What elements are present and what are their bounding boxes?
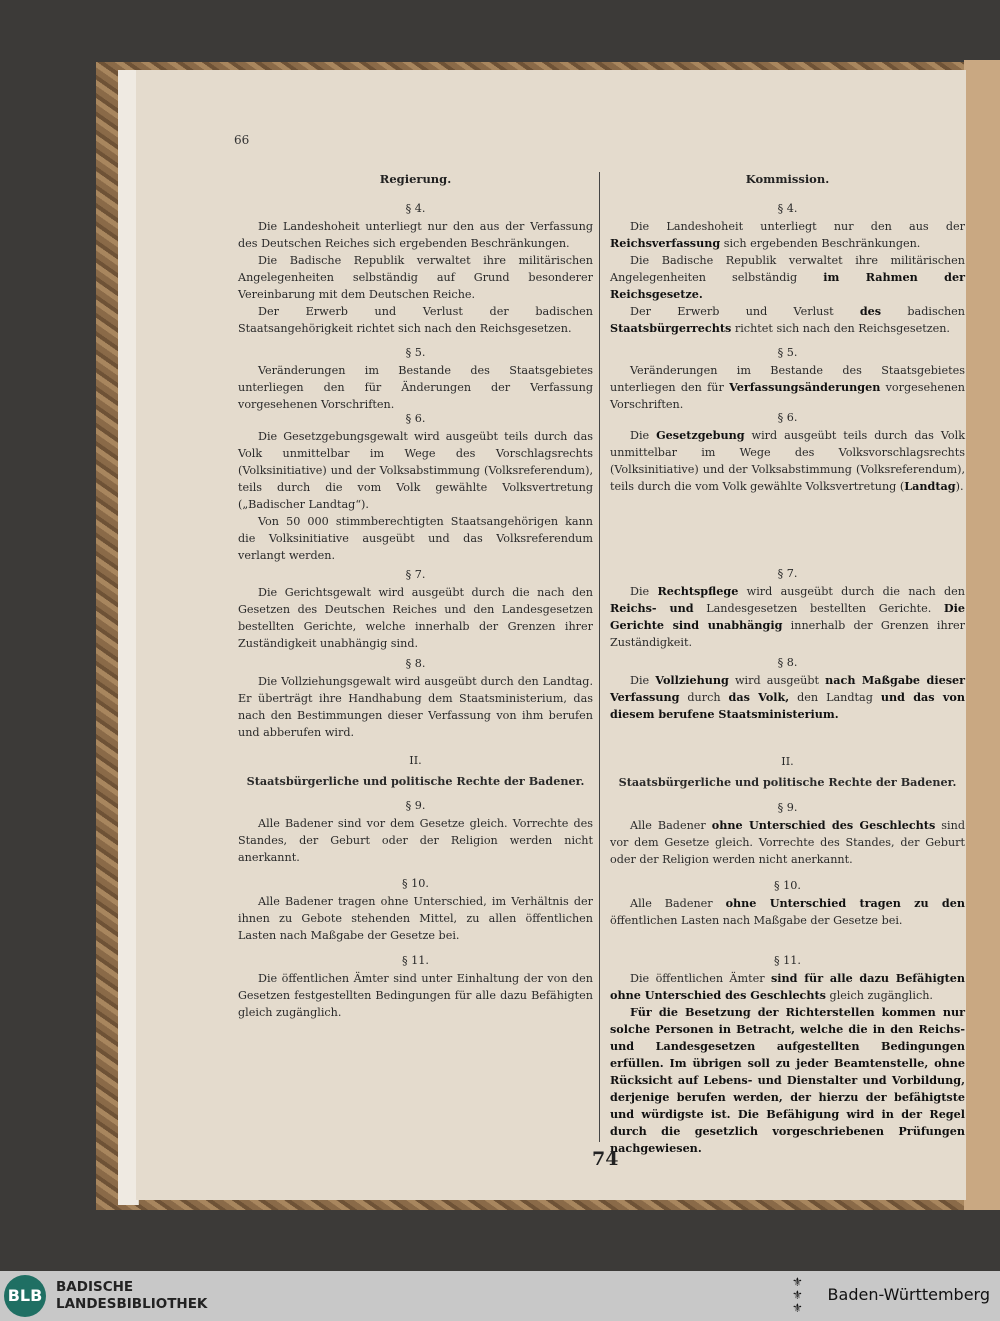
paragraph [610, 427, 965, 495]
text: Die [630, 429, 657, 442]
section [610, 877, 965, 929]
section [610, 753, 965, 792]
section [238, 875, 593, 944]
column-divider [599, 172, 600, 1142]
text: Die Badische Republik verwaltet ihre militärischen Angelegenheiten selbständig [610, 254, 965, 284]
text: Die Badische Republik verwaltet ihre militärischen Angelegenheiten selbständig auf Grund besonderer Vereinbarung mit dem Deutschen Reiche. [238, 254, 593, 301]
text: Die öffentlichen Ämter sind unter Einhaltung der von den Gesetzen festgestellten Bedingungen für alle dazu Befähigten gleich zugänglich. [238, 972, 593, 1019]
paragraph [238, 893, 593, 944]
section [610, 799, 965, 868]
text: Alle Badener [630, 819, 712, 832]
section-heading: § 11. [774, 954, 801, 967]
section [610, 344, 965, 413]
text: den Landtag [789, 691, 881, 704]
section-heading: II. [409, 754, 422, 767]
section-heading: § 4. [405, 202, 426, 215]
emphasized-text: Für die Besetzung der Richterstellen kommen nur solche Personen in Betracht, welche die in den Reichs- und Landesgesetzen aufgestellten Bedingungen erfüllen. Im übrigen soll zu jeder Beamtenstelle, ohne Rücksicht auf Lebens- und Dienstalter und Vorbildung, derjenige berufen werden, der hierzu der befähigtste und würdigste ist. Die Befähigung wird in der Regel durch die gesetzlich vorgeschriebenen Prüfungen nachgewiesen. [610, 1005, 965, 1155]
section-heading: § 5. [777, 346, 798, 359]
footer-bar [0, 1271, 1000, 1321]
emphasized-text: des [859, 304, 882, 318]
text: Die Gesetzgebungsgewalt wird ausgeübt teils durch das Volk unmittelbar im Wege des Vorschlagsrechts (Volksinitiative) und der Volksabstimmung (Volksreferendum), teils durch die vom Volk gewählte Volksvertretung („Badischer Landtag“). [238, 430, 593, 511]
section-heading: II. [781, 755, 794, 768]
paragraph [238, 218, 593, 252]
library-name[interactable] [56, 1279, 207, 1313]
text: Veränderungen im Bestande des Staatsgebietes unterliegen den für Änderungen der Verfassung vorgesehenen Vorschriften. [238, 364, 593, 411]
text: gleich zugänglich. [825, 989, 933, 1002]
text: wird ausgeübt [728, 674, 826, 687]
section-heading: § 6. [405, 412, 426, 425]
text: öffentlichen Lasten nach Maßgabe der Gesetze bei. [610, 914, 903, 927]
emphasized-text: Reichsverfassung [610, 236, 721, 250]
text: Die Landeshoheit unterliegt nur den aus der Verfassung des Deutschen Reiches sich ergebenden Beschränkungen. [238, 220, 593, 250]
text: Alle Badener sind vor dem Gesetze gleich. Vorrechte des Standes, der Geburt oder der Religion werden nicht anerkannt. [238, 817, 593, 864]
text: sich ergebenden Beschränkungen. [720, 237, 921, 250]
coat-of-arms-lions-icon: ⚜ ⚜ ⚜ [792, 1275, 803, 1315]
text: vorgesehenen Vorschriften. [610, 381, 965, 411]
section [610, 409, 965, 495]
section [610, 654, 965, 723]
text: Von 50 000 stimmberechtigten Staatsangehörigen kann die Volksinitiative ausgeübt und das Volksreferendum verlangt werden. [238, 515, 593, 562]
emphasized-text: ohne Unterschied tragen zu den [725, 896, 965, 910]
emphasized-text: Die Gerichte sind unabhängig [610, 601, 965, 632]
paragraph [238, 362, 593, 413]
right-column-title: Kommission. [745, 172, 830, 186]
text: durch [679, 691, 729, 704]
section-heading: § 6. [777, 411, 798, 424]
paragraph [610, 303, 965, 337]
section [610, 952, 965, 1157]
paragraph [610, 1004, 965, 1157]
section [238, 797, 593, 866]
paragraph [610, 970, 965, 1004]
text: sind vor dem Gesetze gleich. Vorrechte des Standes, der Geburt oder der Religion werden nicht anerkannt. [610, 819, 965, 866]
section-heading: § 7. [405, 568, 426, 581]
section-heading: § 4. [777, 202, 798, 215]
section [238, 752, 593, 791]
text: Die Gerichtsgewalt wird ausgeübt durch die nach den Gesetzen des Deutschen Reiches und den Landesgesetzen bestellten Gerichte, welche innerhalb der Grenzen ihrer Zuständigkeit unabhängig sind. [238, 586, 593, 650]
paragraph [238, 513, 593, 564]
paragraph [238, 303, 593, 337]
emphasized-text: Verfassungsänderungen [729, 380, 881, 394]
baden-wuerttemberg-label[interactable]: Baden-Württemberg [827, 1285, 990, 1304]
chapter-title: Staatsbürgerliche und politische Rechte der Badener. [246, 774, 585, 788]
text: Landesgesetzen bestellten Gerichte. [693, 602, 944, 615]
emphasized-text: nach Maßgabe dieser Verfassung [610, 673, 966, 704]
emphasized-text: im Rahmen der Reichsgesetze. [610, 270, 965, 301]
section-heading: § 10. [774, 879, 801, 892]
paragraph [238, 970, 593, 1021]
paragraph [238, 584, 593, 652]
text: Die [630, 674, 656, 687]
page-number-top: 66 [234, 133, 250, 147]
text: badischen [881, 305, 965, 318]
text: Die [630, 585, 658, 598]
section [238, 952, 593, 1021]
text: Die Landeshoheit unterliegt nur den aus der [630, 220, 965, 233]
section [238, 655, 593, 741]
text: Der Erwerb und Verlust [630, 305, 860, 318]
emphasized-text: und das von diesem berufene Staatsministerium. [610, 690, 965, 721]
text: richtet sich nach den Reichsgesetzen. [731, 322, 950, 335]
emphasized-text: das Volk, [728, 690, 790, 704]
paragraph [238, 428, 593, 513]
library-name-line1: BADISCHE [56, 1279, 134, 1295]
paragraph [238, 673, 593, 741]
section-heading: § 10. [402, 877, 429, 890]
paragraph [238, 252, 593, 303]
emphasized-text: Rechtspflege [657, 584, 739, 598]
section [238, 200, 593, 337]
text: Die Vollziehungsgewalt wird ausgeübt durch den Landtag. Er überträgt ihre Handhabung dem Staatsministerium, das nach den Bestimmungen dieser Verfassung von ihm berufen und abberufen wird. [238, 675, 593, 739]
section-heading: § 8. [405, 657, 426, 670]
text: innerhalb der Grenzen ihrer Zuständigkeit. [610, 619, 966, 649]
emphasized-text: Landtag [904, 479, 956, 493]
text: wird ausgeübt teils durch das Volk unmittelbar im Wege des Volksvorschlagsrechts (Volksinitiative) und der Volksabstimmung (Volksreferendum), teils durch die vom Volk gewählte Volksvertretung ( [610, 429, 965, 493]
section [238, 566, 593, 652]
text: Alle Badener [630, 897, 726, 910]
paragraph [610, 817, 965, 868]
text: Veränderungen im Bestande des Staatsgebietes unterliegen den für [610, 364, 965, 394]
text: Der Erwerb und Verlust der badischen Staatsangehörigkeit richtet sich nach den Reichsgesetzen. [238, 305, 593, 335]
paragraph [610, 672, 965, 723]
section-heading: § 11. [402, 954, 429, 967]
emphasized-text: Vollziehung [655, 673, 729, 687]
emphasized-text: ohne Unterschied des Geschlechts [711, 818, 936, 832]
section-heading: § 9. [405, 799, 426, 812]
emphasized-text: Reichs- und [610, 601, 694, 615]
paragraph [610, 895, 965, 929]
paragraph [610, 583, 965, 651]
text: Alle Badener tragen ohne Unterschied, im Verhältnis der ihnen zu Gebote stehenden Mittel, zu allen öffentlichen Lasten nach Maßgabe der Gesetze bei. [238, 895, 593, 942]
paragraph [610, 362, 965, 413]
blb-logo[interactable]: BLB [4, 1275, 46, 1317]
section-heading: § 5. [405, 346, 426, 359]
section [610, 565, 965, 651]
section-heading: § 7. [777, 567, 798, 580]
library-name-line2: LANDESBIBLIOTHEK [56, 1296, 208, 1312]
section [238, 344, 593, 413]
text: ). [955, 480, 964, 493]
paragraph [610, 252, 965, 303]
section [238, 410, 593, 564]
emphasized-text: sind für alle dazu Befähigten ohne Unterschied des Geschlechts [610, 971, 965, 1002]
page-number-bottom: 74 [592, 1148, 619, 1170]
section-heading: § 8. [777, 656, 798, 669]
chapter-title: Staatsbürgerliche und politische Rechte der Badener. [618, 775, 957, 789]
emphasized-text: Staatsbürgerrechts [610, 321, 732, 335]
left-column-title: Regierung. [379, 172, 452, 186]
paragraph [238, 815, 593, 866]
section [610, 200, 965, 337]
next-page-edge [964, 60, 1000, 1210]
section-heading: § 9. [777, 801, 798, 814]
text: Die öffentlichen Ämter [630, 972, 771, 985]
paragraph [610, 218, 965, 252]
text: wird ausgeübt durch die nach den [738, 585, 965, 598]
emphasized-text: Gesetzgebung [656, 428, 745, 442]
